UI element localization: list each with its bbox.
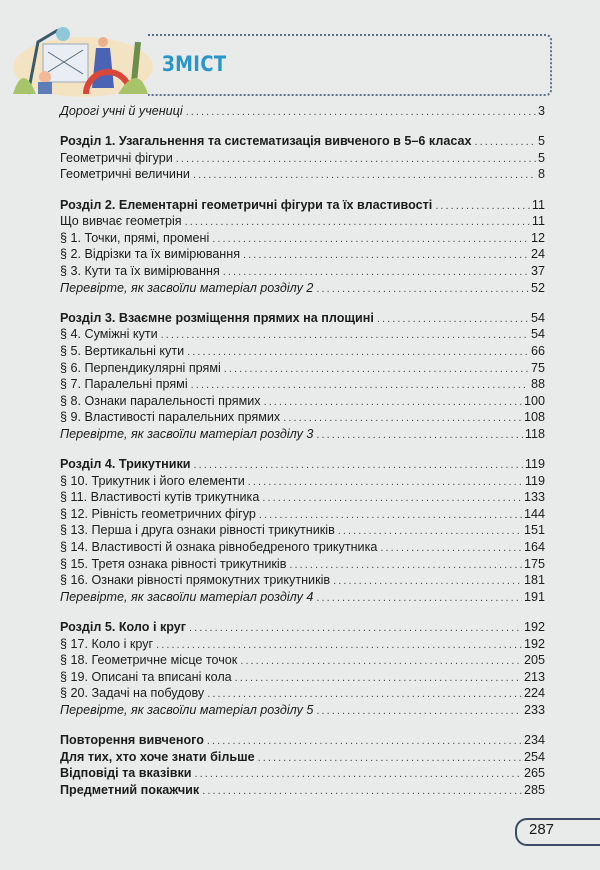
toc-entry-page: 3 — [537, 104, 545, 118]
dot-leader — [289, 557, 522, 574]
toc-entry-title: § 10. Трикутник і його елементи — [60, 473, 245, 488]
toc-entry — [60, 360, 545, 377]
toc-entry-title: Перевірте, як засвоїли матеріал розділу 4 — [60, 589, 314, 604]
toc-entry-page: 181 — [523, 573, 545, 588]
toc-entry — [60, 732, 545, 749]
toc-entry-title: § 19. Описані та вписані кола — [60, 669, 232, 684]
toc-entry — [60, 556, 545, 573]
dot-leader — [195, 766, 522, 783]
toc-entry — [60, 103, 545, 120]
toc-entry — [60, 782, 545, 799]
dot-leader — [259, 507, 522, 524]
table-of-contents — [60, 103, 545, 799]
dot-leader — [316, 281, 529, 298]
dot-leader — [316, 590, 522, 607]
toc-entry-page: 205 — [523, 653, 545, 668]
toc-entry — [60, 685, 545, 702]
dot-leader — [264, 394, 522, 411]
toc-entry-title: § 6. Перпендикулярні прямі — [60, 360, 221, 375]
toc-entry-title: § 8. Ознаки паралельності прямих — [60, 393, 261, 408]
toc-entry-title: § 9. Властивості паралельних прямих — [60, 410, 281, 425]
toc-entry — [60, 213, 545, 230]
toc-entry — [60, 263, 545, 280]
toc-entry-title: § 3. Кути та їх вимірювання — [60, 263, 220, 278]
toc-entry-title: Перевірте, як засвоїли матеріал розділу 3 — [60, 426, 314, 441]
toc-entry-page: 100 — [523, 393, 545, 408]
toc-entry-page: 11 — [531, 214, 545, 229]
section-gap — [60, 442, 545, 456]
toc-entry-page: 175 — [523, 556, 545, 571]
dot-leader — [235, 670, 522, 687]
toc-entry-page: 66 — [530, 343, 545, 358]
toc-entry-page: 151 — [523, 523, 545, 538]
section-gap — [60, 605, 545, 619]
toc-entry-page: 285 — [523, 782, 545, 797]
toc-entry-page: 11 — [531, 197, 545, 212]
section-gap — [60, 719, 545, 733]
dot-leader — [240, 653, 522, 670]
dot-leader — [212, 231, 529, 248]
toc-entry-title: § 16. Ознаки рівності прямокутних трикутників — [60, 573, 331, 588]
toc-entry-page: 54 — [530, 310, 545, 325]
toc-entry-title: § 7. Паралельні прямі — [60, 377, 188, 392]
toc-entry-title: § 11. Властивості кутів трикутника — [60, 490, 260, 505]
toc-entry-title: Геометричні фігури — [60, 150, 173, 165]
page-title: ЗМІСТ — [162, 52, 227, 76]
toc-entry — [60, 636, 545, 653]
toc-entry-title: § 17. Коло і круг — [60, 636, 154, 651]
dot-leader — [176, 151, 536, 168]
toc-entry — [60, 589, 545, 606]
dot-leader — [224, 361, 529, 378]
toc-entry-page: 191 — [523, 589, 545, 604]
dot-leader — [377, 311, 529, 328]
dot-leader — [191, 377, 529, 394]
toc-entry-page: 224 — [523, 686, 545, 701]
toc-entry-page: 5 — [537, 134, 545, 149]
toc-entry-title: § 4. Суміжні кути — [60, 327, 158, 342]
toc-entry-title: § 5. Вертикальні кути — [60, 343, 185, 358]
toc-entry — [60, 506, 545, 523]
toc-entry — [60, 376, 545, 393]
toc-entry-page: 144 — [523, 506, 545, 521]
toc-entry-page: 52 — [530, 280, 545, 295]
toc-entry-page: 164 — [523, 540, 545, 555]
dot-leader — [243, 247, 529, 264]
dot-leader — [189, 620, 522, 637]
toc-entry — [60, 409, 545, 426]
toc-entry-title: Відповіді та вказівки — [60, 766, 192, 781]
toc-entry-page: 265 — [523, 766, 545, 781]
dot-leader — [193, 167, 536, 184]
toc-entry-title: Предметний покажчик — [60, 782, 200, 797]
dot-leader — [161, 327, 529, 344]
toc-entry — [60, 669, 545, 686]
toc-entry-title: Розділ 4. Трикутники — [60, 457, 191, 472]
toc-entry-title: Розділ 3. Взаємне розміщення прямих на площині — [60, 310, 374, 325]
toc-entry-page: 133 — [523, 490, 545, 505]
toc-entry-title: § 12. Рівність геометричних фігур — [60, 506, 256, 521]
toc-entry-title: Розділ 1. Узагальнення та систематизація вивченого в 5–6 класах — [60, 134, 472, 149]
toc-entry — [60, 749, 545, 766]
toc-entry-title: Для тих, хто хоче знати більше — [60, 749, 255, 764]
toc-entry — [60, 166, 545, 183]
toc-entry — [60, 456, 545, 473]
dot-leader — [283, 410, 522, 427]
toc-entry — [60, 652, 545, 669]
dot-leader — [333, 573, 522, 590]
dot-leader — [194, 457, 523, 474]
toc-entry — [60, 133, 545, 150]
toc-entry-page: 24 — [530, 247, 545, 262]
toc-entry — [60, 489, 545, 506]
dot-leader — [380, 540, 522, 557]
toc-entry-page: 118 — [524, 426, 545, 441]
toc-entry-title: § 15. Третя ознака рівності трикутників — [60, 556, 287, 571]
dot-leader — [316, 703, 522, 720]
dot-leader — [202, 783, 522, 800]
toc-entry — [60, 473, 545, 490]
toc-entry — [60, 230, 545, 247]
dot-leader — [187, 344, 529, 361]
toc-entry-title: Дорогі учні й учениці — [60, 104, 183, 118]
toc-entry-page: 108 — [523, 410, 545, 425]
toc-entry — [60, 572, 545, 589]
dot-leader — [338, 523, 522, 540]
dot-leader — [262, 490, 522, 507]
toc-entry-title: Повторення вивченого — [60, 733, 204, 748]
toc-entry-page: 192 — [523, 636, 545, 651]
page-number-frame — [515, 818, 600, 846]
toc-entry — [60, 702, 545, 719]
toc-entry — [60, 539, 545, 556]
toc-entry-page: 233 — [523, 702, 545, 717]
toc-entry — [60, 310, 545, 327]
dot-leader — [185, 214, 530, 231]
section-gap — [60, 183, 545, 197]
toc-entry-title: Що вивчає геометрія — [60, 214, 182, 229]
toc-entry-page: 8 — [537, 167, 545, 182]
toc-entry — [60, 426, 545, 443]
toc-entry-page: 192 — [523, 620, 545, 634]
toc-entry-title: Розділ 2. Елементарні геометричні фігури та їх властивості — [60, 197, 433, 212]
toc-entry — [60, 197, 545, 214]
dot-leader — [475, 134, 536, 151]
toc-entry-title: Перевірте, як засвоїли матеріал розділу 5 — [60, 702, 314, 717]
toc-entry-page: 75 — [530, 360, 545, 375]
toc-entry-title: § 20. Задачі на побудову — [60, 686, 205, 701]
toc-entry-title: § 18. Геометричне місце точок — [60, 653, 238, 668]
dot-leader — [186, 104, 536, 121]
toc-entry — [60, 150, 545, 167]
toc-entry-title: § 13. Перша і друга ознаки рівності трикутників — [60, 523, 335, 538]
toc-entry-page: 88 — [530, 377, 545, 392]
toc-entry-page: 254 — [523, 749, 545, 764]
toc-entry — [60, 522, 545, 539]
header-illustration — [8, 22, 158, 97]
page-number: 287 — [529, 821, 555, 838]
toc-entry-title: § 14. Властивості й ознака рівнобедреного трикутника — [60, 540, 378, 555]
toc-entry-page: 234 — [523, 733, 545, 748]
toc-entry — [60, 619, 545, 636]
dot-leader — [207, 733, 522, 750]
toc-entry-page: 5 — [537, 150, 545, 165]
toc-entry-title: Розділ 5. Коло і круг — [60, 620, 187, 634]
toc-entry-title: § 2. Відрізки та їх вимірювання — [60, 247, 241, 262]
toc-entry-title: Геометричні величини — [60, 167, 190, 182]
toc-entry-page: 54 — [530, 327, 545, 342]
toc-entry-page: 213 — [523, 669, 545, 684]
toc-entry — [60, 280, 545, 297]
toc-entry-page: 12 — [530, 230, 545, 245]
toc-entry — [60, 393, 545, 410]
dot-leader — [258, 750, 522, 767]
toc-entry-title: Перевірте, як засвоїли матеріал розділу 2 — [60, 280, 314, 295]
toc-entry-page: 119 — [524, 457, 545, 472]
dot-leader — [435, 198, 530, 215]
toc-entry — [60, 765, 545, 782]
dot-leader — [223, 264, 529, 281]
toc-entry — [60, 343, 545, 360]
section-gap — [60, 120, 545, 134]
dot-leader — [316, 427, 523, 444]
dot-leader — [207, 686, 522, 703]
toc-entry — [60, 246, 545, 263]
toc-entry-title: § 1. Точки, прямі, промені — [60, 230, 210, 245]
dot-leader — [248, 474, 523, 491]
dot-leader — [156, 637, 522, 654]
toc-entry — [60, 326, 545, 343]
toc-entry-page: 119 — [524, 473, 545, 488]
toc-entry-page: 37 — [530, 263, 545, 278]
section-gap — [60, 296, 545, 310]
